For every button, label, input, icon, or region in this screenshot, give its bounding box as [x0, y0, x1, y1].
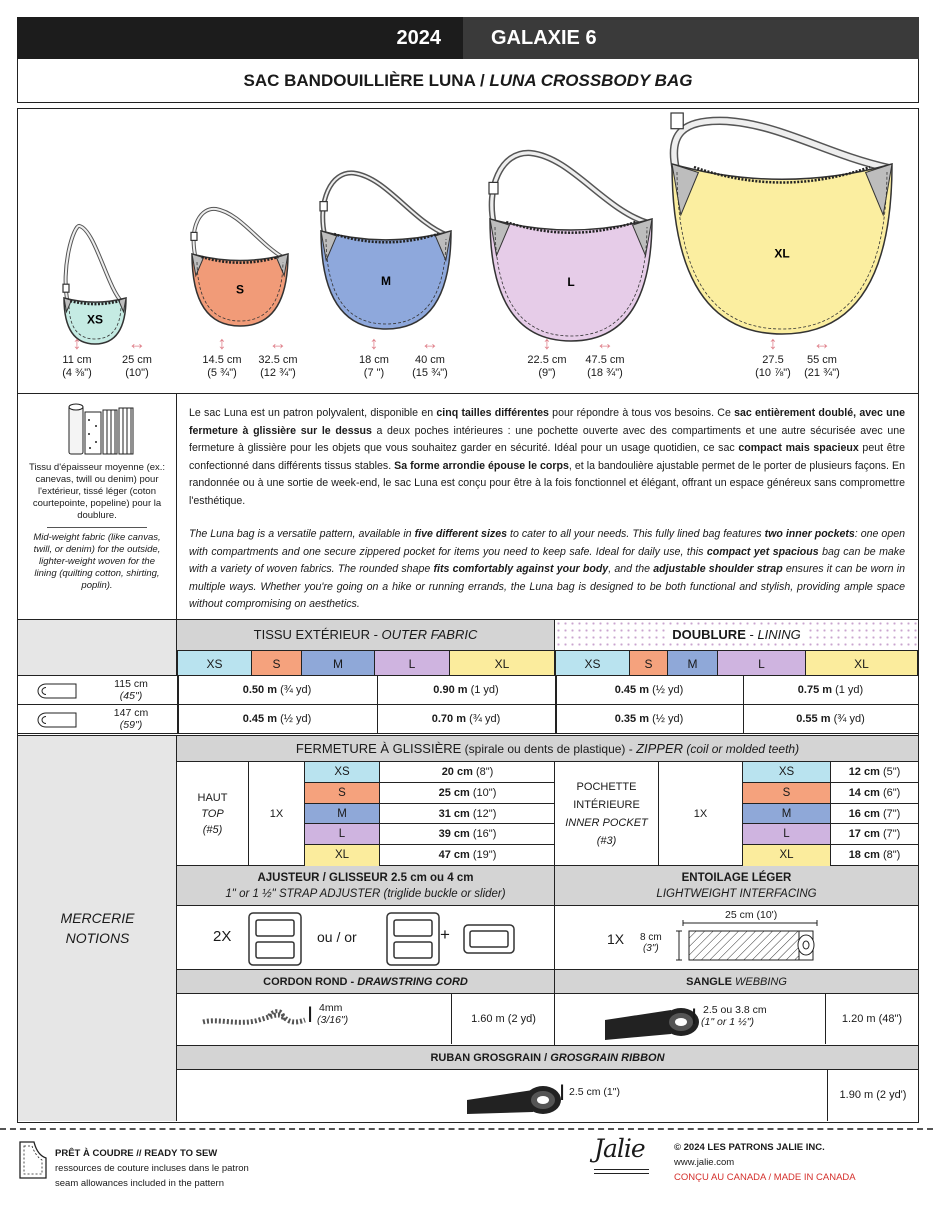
- top-zipper-qty: 1X: [249, 762, 305, 866]
- header-year: 2024: [396, 27, 441, 49]
- webbing-size-in: (1" or 1 ½"): [701, 1016, 754, 1028]
- interfacing-title: ENTOILAGE LÉGER: [681, 872, 792, 884]
- zipper-length: 47 cm (19"): [438, 849, 497, 862]
- dim-cm: 40 cm: [415, 354, 445, 366]
- height-arrow-icon: ↕: [217, 333, 227, 353]
- width-arrow-icon: ↔: [269, 333, 287, 353]
- slider-icon: [463, 924, 515, 954]
- cord-header: [177, 970, 555, 994]
- dim-in: (12 ¾"): [260, 367, 296, 379]
- notions-label: [18, 908, 177, 948]
- grosgrain-ribbon-icon: [463, 1074, 563, 1118]
- fabric-rolls-icon: [67, 402, 137, 458]
- outer-fabric-title-en: OUTER FABRIC: [381, 627, 478, 642]
- bag-xs: [63, 226, 126, 344]
- zipper-length: 39 cm (16"): [438, 828, 497, 841]
- zipper-size-xs: XS: [743, 762, 831, 782]
- fabric-roll-icon: [36, 680, 80, 702]
- height-arrow-icon: ↕: [768, 333, 778, 353]
- height-arrow-icon: ↕: [72, 333, 82, 353]
- dash: -: [369, 627, 382, 642]
- pocket-zipper-block: [555, 762, 918, 866]
- strap-adjuster-icon: [247, 911, 303, 967]
- ribbon-title: RUBAN GROSGRAIN /: [430, 1052, 551, 1064]
- dim-cm: 47.5 cm: [585, 354, 625, 366]
- bag-height-m: [352, 332, 396, 380]
- dim-in: (5 ¾"): [207, 367, 237, 379]
- made-in-sep: /: [765, 1172, 774, 1183]
- top-zipper-sizes: [305, 762, 555, 866]
- cord-size-mm: 4mm: [319, 1002, 343, 1014]
- adjuster-plus: +: [440, 925, 450, 944]
- zipper-title: FERMETURE À GLISSIÈRE: [295, 741, 462, 756]
- ribbon-size-cm: 2.5 cm (1"): [569, 1086, 620, 1098]
- outer-size-xs: XS: [177, 650, 252, 676]
- copyright: © 2024 LES PATRONS JALIE INC.: [674, 1142, 825, 1153]
- lining-yardage-large: 0.55 m (¾ yd): [796, 713, 865, 725]
- zipper-length: 31 cm (12"): [438, 807, 497, 820]
- notions-label-cell: [18, 736, 177, 1121]
- dim-in: (21 ¾"): [804, 367, 840, 379]
- adjuster-title: AJUSTEUR / GLISSEUR 2.5 cm ou 4 cm: [257, 872, 474, 884]
- triglide-buckle-icon: [385, 911, 441, 967]
- webbing-title: SANGLE: [686, 976, 735, 988]
- pocket-zip-number: (#3): [596, 835, 617, 847]
- fabric-width-in: (45"): [119, 690, 143, 702]
- interfacing-height-in: (3"): [642, 943, 659, 954]
- zipper-size-l: L: [743, 824, 831, 844]
- fabric-label-cell: [18, 620, 177, 676]
- adjuster-header: [177, 866, 555, 906]
- bag-height-xs: [55, 332, 99, 380]
- top-label-fr: HAUT: [197, 792, 228, 804]
- interfacing-height-cm: 8 cm: [640, 932, 662, 943]
- webbing-header: [555, 970, 918, 994]
- dim-cm: 11 cm: [62, 354, 92, 366]
- lining-yardage-small: 0.35 m (½ yd): [614, 713, 684, 725]
- adjuster-subtitle: 1" or 1 ½" STRAP ADJUSTER (triglide buckle or slider): [225, 888, 506, 900]
- lining-header-text: DOUBLURE - LINING: [668, 627, 805, 642]
- ribbon-title-en: GROSGRAIN RIBBON: [550, 1052, 665, 1064]
- zipper-size-row: [743, 783, 918, 804]
- pocket-label-en: INNER POCKET: [565, 817, 648, 829]
- width-arrow-icon: ↔: [421, 333, 439, 353]
- width-arrow-icon: ↔: [813, 333, 831, 353]
- description-en: The Luna bag is a versatile pattern, available in five different sizes to cater to all your needs. This fully lined bag features two inner pockets: one open with compartments and one secure zippered pocket for items you need to keep safe. Ideal for daily use, this compact yet spacious bag can be make with a variety of woven fabrics. The rounded shape fits comfortably against your body, and the adjustable shoulder strap ensures it can be worn in multiple ways. Whether you're going on a hike or running errands, the Luna bag is designed to be both functional and stylish, providing ample space without compromising on aesthetics.: [189, 528, 906, 610]
- zipper-size-row: [305, 804, 555, 825]
- notions-section: [17, 735, 919, 1123]
- top-zipper-block: [177, 762, 555, 866]
- header-collection: GALAXIE 6: [463, 17, 919, 59]
- lining-size-xl: XL: [806, 650, 918, 676]
- zipper-length: 12 cm (5"): [848, 766, 901, 778]
- zipper-size-s: S: [743, 783, 831, 803]
- zipper-header: [177, 736, 918, 762]
- lining-size-m: M: [668, 650, 718, 676]
- dim-cm: 27.5: [762, 354, 784, 366]
- dim-cm: 32.5 cm: [258, 354, 298, 366]
- outer-size-xl: XL: [450, 650, 555, 676]
- zipper-size-row: [305, 824, 555, 845]
- top-label-en: TOP: [201, 808, 224, 820]
- bag-xl: [671, 113, 892, 334]
- webbing-length: 1.20 m (48"): [841, 1013, 903, 1025]
- zipper-size-l: L: [305, 824, 380, 844]
- height-arrow-icon: ↕: [369, 333, 379, 353]
- zipper-title-en: ZIPPER: [636, 741, 684, 756]
- ribbon-length-cell: [827, 1070, 918, 1121]
- fabric-width: [86, 707, 176, 731]
- webbing-length-cell: [825, 994, 918, 1044]
- adjuster-body: [177, 906, 555, 970]
- dim-cm: 55 cm: [807, 354, 837, 366]
- zipper-size-row: [305, 845, 555, 866]
- cord-title-en: DRAWSTRING CORD: [357, 976, 468, 988]
- zipper-size-row: [743, 845, 918, 866]
- fabric-width-cm: 147 cm: [113, 707, 149, 719]
- cord-length: 1.60 m (2 yd): [471, 1013, 536, 1025]
- adjuster-qty: 2X: [213, 928, 232, 945]
- zipper-sub: (spirale ou dents de plastique) -: [461, 742, 637, 756]
- interfacing-width: 25 cm (10'): [725, 909, 778, 921]
- dim-cm: 18 cm: [359, 354, 389, 366]
- pocket-zipper-sizes: [743, 762, 918, 866]
- seam-allowance-en: seam allowances included in the pattern: [55, 1178, 224, 1189]
- width-arrow-icon: ↔: [128, 333, 146, 353]
- drawstring-cord-icon: [199, 1006, 309, 1036]
- outer-yardage-large: 0.90 m (1 yd): [433, 684, 499, 696]
- logo-text: Jalie: [594, 1134, 645, 1163]
- zipper-size-m: M: [305, 804, 380, 824]
- lining-yardage-small: 0.45 m (½ yd): [614, 684, 684, 696]
- adjuster-or: ou / or: [317, 929, 357, 945]
- dim-cm: 14.5 cm: [202, 354, 242, 366]
- dim-in: (4 ⅜"): [62, 367, 92, 379]
- made-in-fr: CONÇU AU CANADA: [674, 1172, 766, 1183]
- webbing-body: [555, 994, 918, 1046]
- bag-size-label: M: [381, 273, 391, 288]
- zipper-size-row: [743, 762, 918, 783]
- outer-size-m: M: [302, 650, 375, 676]
- bag-l: [489, 153, 652, 341]
- lining-size-xs: XS: [555, 650, 630, 676]
- bag-m: [320, 173, 451, 329]
- ready-fr: PRÊT À COUDRE: [55, 1148, 134, 1159]
- zipper-size-xl: XL: [305, 845, 380, 866]
- zipper-length: 18 cm (8"): [848, 849, 901, 862]
- bag-width-xl: [800, 332, 844, 380]
- jalie-logo: [594, 1134, 656, 1186]
- pocket-label-fr: POCHETTE INTÉRIEURE: [573, 781, 640, 811]
- zipper-size-row: [305, 783, 555, 804]
- made-in-en: MADE IN CANADA: [773, 1172, 856, 1183]
- interfacing-icon: [675, 918, 825, 968]
- cord-size: I 4mm (3/16"): [307, 1002, 349, 1027]
- pocket-zipper-label: [555, 762, 659, 866]
- ready-sep: //: [133, 1148, 145, 1159]
- fabric-width-row: [18, 705, 918, 734]
- website-link[interactable]: www.jalie.com: [674, 1157, 735, 1168]
- lining-size-s: S: [630, 650, 668, 676]
- interfacing-height: [640, 932, 662, 954]
- zipper-size-xl: XL: [743, 845, 831, 866]
- bag-width-l: [583, 332, 627, 380]
- fabric-section: [17, 620, 919, 736]
- bag-height-l: [525, 332, 569, 380]
- dim-in: (7 "): [363, 367, 385, 379]
- outer-size-l: L: [375, 650, 450, 676]
- ready-en: READY TO SEW: [144, 1148, 218, 1159]
- outer-yardage-small: 0.50 m (¾ yd): [242, 684, 312, 696]
- cord-length-cell: [451, 994, 555, 1044]
- zipper-size-row: [743, 824, 918, 845]
- zipper-size-row: [305, 762, 555, 783]
- bag-height-s: [200, 332, 244, 380]
- interfacing-subtitle: LIGHTWEIGHT INTERFACING: [656, 888, 817, 900]
- zipper-length: 16 cm (7"): [848, 807, 901, 820]
- bag-size-label: S: [235, 282, 245, 297]
- lining-yardage-large: 0.75 m (1 yd): [797, 684, 864, 696]
- title-sep: /: [475, 71, 490, 90]
- ribbon-length: 1.90 m (2 yd'): [839, 1089, 907, 1101]
- outer-yardage-small: 0.45 m (½ yd): [242, 713, 312, 725]
- pocket-zipper-qty: 1X: [659, 762, 743, 866]
- zipper-sub-en: (coil or molded teeth): [683, 742, 800, 756]
- bag-width-m: [408, 332, 452, 380]
- zipper-size-s: S: [305, 783, 380, 803]
- cord-title: CORDON ROND -: [263, 976, 358, 988]
- fabric-note-en: Mid-weight fabric (like canvas, twill, or denim) for the outside, lighter-weight woven for the lining (quilting cotton, shirting, poplin).: [33, 532, 161, 591]
- fabric-width: [86, 678, 176, 702]
- page-title: [17, 59, 919, 103]
- ready-to-sew: [55, 1146, 249, 1191]
- width-arrow-icon: ↔: [596, 333, 614, 353]
- lining-header: [555, 620, 918, 650]
- bag-size-label: XL: [774, 246, 790, 261]
- zipper-length: 25 cm (10"): [438, 786, 497, 799]
- dim-cm: 22.5 cm: [527, 354, 567, 366]
- bag-width-xs: [115, 332, 159, 380]
- outer-fabric-header: [177, 620, 555, 650]
- cord-body: [177, 994, 555, 1046]
- zipper-length: 20 cm (8"): [441, 766, 494, 778]
- top-zipper-label: [177, 762, 249, 866]
- webbing-size-cm: 2.5 ou 3.8 cm: [703, 1004, 767, 1016]
- zipper-size-xs: XS: [305, 762, 380, 782]
- copyright-block: [674, 1140, 856, 1185]
- notions-label-fr: MERCERIE: [60, 910, 135, 926]
- dim-in: (9"): [538, 367, 556, 379]
- fabric-roll-icon: [36, 709, 80, 731]
- lining-size-l: L: [718, 650, 806, 676]
- title-en: LUNA CROSSBODY BAG: [489, 71, 693, 90]
- zipper-size-m: M: [743, 804, 831, 824]
- bag-height-xl: [751, 332, 795, 380]
- bag-size-label: XS: [86, 312, 104, 327]
- bag-width-s: [256, 332, 300, 380]
- fabric-width-row: [18, 676, 918, 705]
- dim-in: (15 ¾"): [412, 367, 448, 379]
- ribbon-size: I 2.5 cm (1"): [559, 1080, 620, 1105]
- seam-allowance-fr: ressources de couture incluses dans le patron: [55, 1163, 249, 1174]
- interfacing-body: [555, 906, 918, 970]
- fabric-width-cm: 115 cm: [114, 678, 148, 690]
- ribbon-body: [177, 1070, 918, 1121]
- dim-in: (18 ¾"): [587, 367, 623, 379]
- zipper-size-row: [743, 804, 918, 825]
- outer-fabric-title: TISSU EXTÉRIEUR: [253, 627, 370, 642]
- pattern-piece-icon: [18, 1140, 48, 1180]
- outer-yardage-large: 0.70 m (¾ yd): [431, 713, 501, 725]
- webbing-title-en: WEBBING: [734, 976, 787, 988]
- webbing-size: I 2.5 ou 3.8 cm (1" or 1 ½"): [691, 1004, 767, 1029]
- fabric-note-fr: Tissu d'épaisseur moyenne (ex.: canevas, twill ou denim) pour l'extérieur, tissé léger (coton courtepointe, popeline) pour la doublure.: [28, 462, 166, 521]
- bag-s: [191, 209, 288, 326]
- notions-label-en: NOTIONS: [65, 930, 130, 946]
- dim-cm: 25 cm: [122, 354, 152, 366]
- interfacing-header: [555, 866, 918, 906]
- height-arrow-icon: ↕: [542, 333, 552, 353]
- zipper-length: 17 cm (7"): [848, 828, 901, 841]
- dim-in: (10"): [125, 367, 149, 379]
- interfacing-qty: 1X: [607, 931, 625, 947]
- lining-title: DOUBLURE: [672, 627, 746, 642]
- dim-in: (10 ⅞"): [755, 367, 791, 379]
- cord-size-in: (3/16"): [317, 1014, 349, 1026]
- ribbon-header: [177, 1046, 918, 1070]
- title-fr: SAC BANDOUILLIÈRE LUNA: [243, 71, 476, 90]
- description-fr: Le sac Luna est un patron polyvalent, disponible en cinq tailles différentes pour répondre à tous vos besoins. Ce sac entièrement doublé, avec une fermeture à glissière sur le dessus a deux poches intérieures : une pochette ouverte avec des compartiments et une autre sécurisée avec une fermeture à glissière pour les objets que vous souhaitez garder en sécurité. Idéal pour un usage quotidien, ce sac compact mais spacieux peut être confectionné dans différents tissus stables. Sa forme arrondie épouse le corps, et la bandoulière ajustable permet de le porter de plusieurs façons. En randonnée ou à une sortie de week-end, le sac Luna est conçu pour être à la fois fonctionnel et élégant, offrant un espace généreux sans compromettre l'esthétique.: [189, 407, 905, 507]
- lining-title-en: LINING: [757, 627, 801, 642]
- zipper-length: 14 cm (6"): [848, 786, 901, 799]
- bag-size-label: L: [567, 275, 575, 290]
- fabric-width-in: (59"): [119, 719, 143, 731]
- fabric-suggestion: [17, 394, 177, 620]
- top-zip-number: (#5): [202, 824, 223, 836]
- outer-size-s: S: [252, 650, 302, 676]
- footer-divider: [0, 1128, 933, 1130]
